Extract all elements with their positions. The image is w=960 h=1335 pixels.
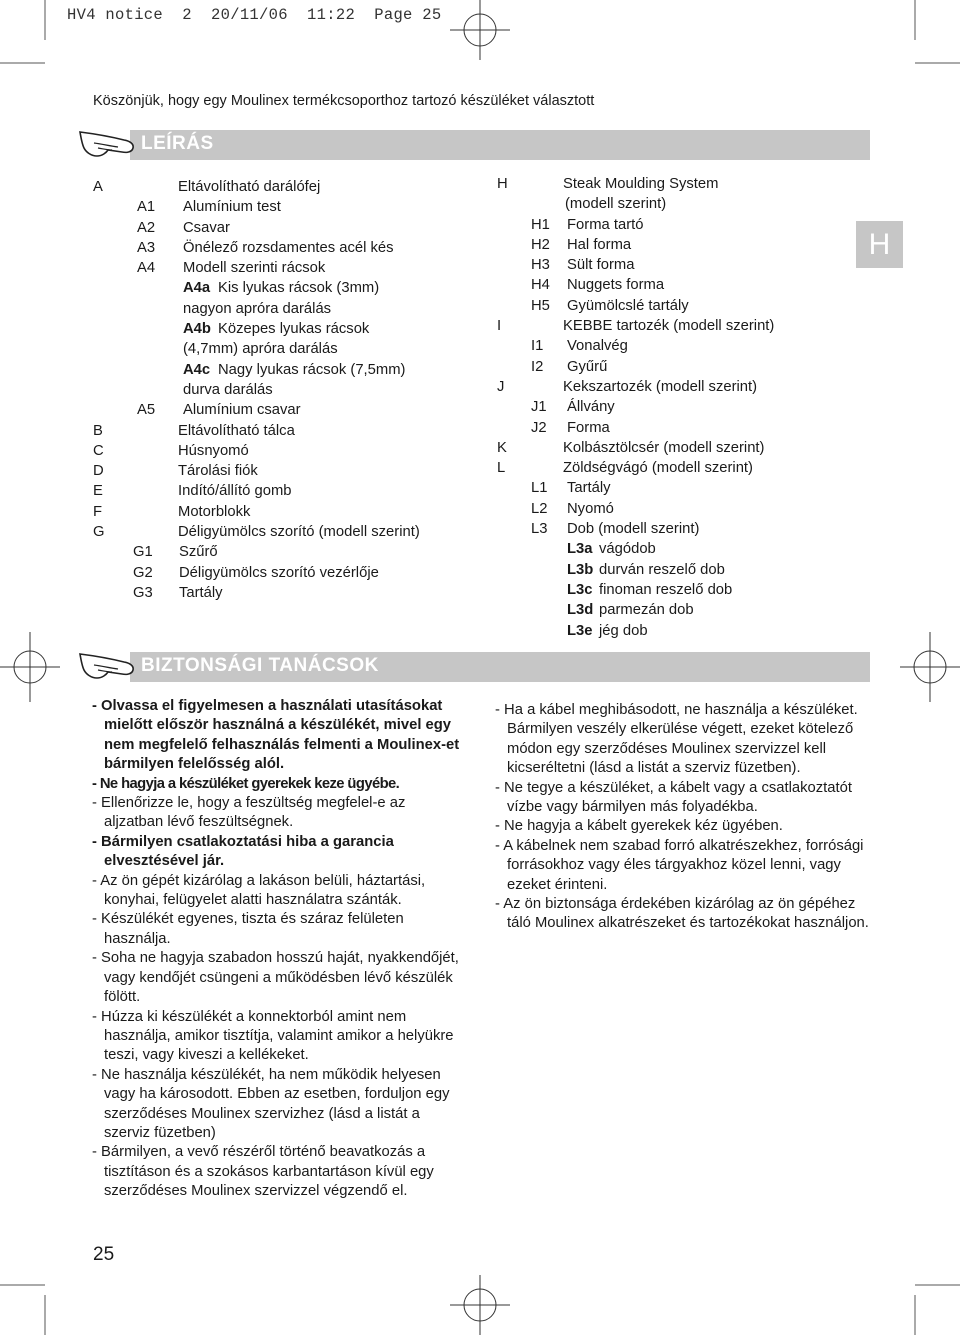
part-code: J1 <box>531 399 547 416</box>
part-row <box>93 380 473 400</box>
part-code: A4c <box>183 361 211 378</box>
part-label: finoman reszelő dob <box>599 581 733 598</box>
part-label: Motorblokk <box>178 503 251 520</box>
part-row <box>497 539 827 559</box>
part-row <box>93 360 473 380</box>
part-label: Közepes lyukas rácsok <box>218 321 370 338</box>
part-row <box>93 299 473 319</box>
part-row <box>93 339 473 359</box>
part-code: J <box>497 378 505 395</box>
part-row <box>497 458 827 478</box>
part-label: Állvány <box>567 399 615 416</box>
part-label: Gyümölcslé tartály <box>567 297 689 314</box>
part-row <box>93 461 473 481</box>
part-row <box>497 255 827 275</box>
part-label: vágódob <box>599 541 656 558</box>
part-label: parmezán dob <box>599 602 694 619</box>
part-code: L <box>497 460 506 477</box>
part-code: L2 <box>531 500 548 517</box>
part-row <box>93 319 473 339</box>
safety-item: - Ne használja készülékét, ha nem működik helyesen vagy ha károsodott. Ebben az esetben, forduljon egy szerződéses Moulinex szervizhez (lásd a listát a szerviz füzetben) <box>92 1066 450 1141</box>
registration-mark-right <box>900 632 960 702</box>
part-row <box>497 499 827 519</box>
part-label: Húsnyomó <box>178 442 249 459</box>
part-code: G3 <box>133 584 153 601</box>
part-row <box>497 357 827 377</box>
part-row <box>93 563 473 583</box>
part-label: Eltávolítható darálófej <box>178 179 321 195</box>
safety-item: - Ne hagyja a kábelt gyerekek kéz ügyében. <box>495 818 783 835</box>
part-row <box>93 197 473 217</box>
safety-item: - Ha a kábel meghibásodott, ne használja a készüléket. Bármilyen veszély elkerülése végett, ezeket kötelező módon egy szerződéses Moulinex szervizzel kell kicseréltetni (lásd a listát a szerviz füzetben). <box>495 702 858 777</box>
part-row <box>497 296 827 316</box>
part-code: H3 <box>531 257 550 274</box>
part-code: A4a <box>183 280 211 297</box>
part-label: Forma <box>567 419 610 436</box>
page-number: 25 <box>93 1244 115 1265</box>
safety-item: - Soha ne hagyja szabadon hosszú haját, nyakkendőjét, vagy kendőjét csüngeni a működésben lévő készülék fölött. <box>92 950 459 1006</box>
section-title-safety: BIZTONSÁGI TANÁCSOK <box>141 655 379 676</box>
part-row <box>497 438 827 458</box>
part-label: Tárolási fiók <box>178 463 258 480</box>
registration-mark-top <box>450 0 510 60</box>
part-row <box>93 278 473 298</box>
part-label: Modell szerinti rácsok <box>183 260 326 277</box>
part-label: Steak Moulding System <box>563 176 719 192</box>
part-row <box>93 177 473 197</box>
pointing-hand-icon <box>78 124 142 164</box>
part-row <box>93 502 473 522</box>
part-row <box>93 441 473 461</box>
part-row <box>93 238 473 258</box>
part-row <box>497 174 827 194</box>
part-code: K <box>497 439 507 456</box>
part-label: Vonalvég <box>567 338 628 355</box>
part-label: (4,7mm) apróra darálás <box>183 341 338 358</box>
registration-mark-bottom <box>450 1275 510 1335</box>
part-row <box>497 560 827 580</box>
banner-bar <box>130 130 870 160</box>
part-label: Önélező rozsdamentes acél kés <box>183 239 394 256</box>
part-label: Kolbásztölcsér (modell szerint) <box>563 439 765 456</box>
part-code: H2 <box>531 236 550 253</box>
part-label: Szűrő <box>179 544 218 561</box>
part-row <box>93 542 473 562</box>
safety-item: - Készülékét egyenes, tiszta és száraz felületen használja. <box>92 911 404 947</box>
safety-item: - Ne tegye a készüléket, a kábelt vagy a csatlakoztatót vízbe vagy bármilyen más folyadékba. <box>495 779 852 816</box>
part-label: Tartály <box>567 480 611 497</box>
safety-column-left <box>92 697 467 1202</box>
part-label: Alumínium test <box>183 199 281 216</box>
part-label: Déligyümölcs szorító vezérlője <box>179 564 379 581</box>
section-title-description: LEÍRÁS <box>141 133 214 154</box>
part-label: nagyon apróra darálás <box>183 300 332 317</box>
part-label: Kis lyukas rácsok (3mm) <box>218 280 380 297</box>
part-row <box>497 580 827 600</box>
part-row <box>497 275 827 295</box>
part-row <box>497 235 827 255</box>
part-label: jég dob <box>599 622 648 639</box>
part-code: E <box>93 483 103 500</box>
part-label: Forma tartó <box>567 216 644 233</box>
part-code: B <box>93 422 103 439</box>
safety-item: - Ne hagyja a készüléket gyerekek keze ügyébe. <box>92 775 400 792</box>
part-row <box>497 377 827 397</box>
part-label: durva darálás <box>183 381 273 398</box>
part-label: Tartály <box>179 584 223 601</box>
part-row <box>497 600 827 620</box>
part-row <box>497 316 827 336</box>
part-label: Indító/állító gomb <box>178 483 292 500</box>
part-row <box>93 583 473 603</box>
intro-text: Köszönjük, hogy egy Moulinex termékcsoporthoz tartozó készüléket választott <box>93 93 595 109</box>
pointing-hand-icon <box>78 646 142 686</box>
print-header: HV4 notice 2 20/11/06 11:22 Page 25 <box>67 6 442 24</box>
safety-item: - Bármilyen, a vevő részéről történő beavatkozás a tisztításon és a szokásos karbantartáson kívül egy szerződéses Moulinex szervizzel végzendő el. <box>92 1144 434 1200</box>
part-code: G2 <box>133 564 153 581</box>
safety-item: - Húzza ki készülékét a konnektorból amint nem használja, amikor tisztítja, valamint amikor a helyükre teszi, vagy kiveszi a kellékeket. <box>92 1008 454 1064</box>
part-code: H1 <box>531 216 550 233</box>
part-code: A4b <box>183 321 211 338</box>
part-label: Nyomó <box>567 500 614 517</box>
part-label: Csavar <box>183 219 230 236</box>
part-row <box>93 481 473 501</box>
section-banner-safety <box>90 652 870 682</box>
part-label: Dob (modell szerint) <box>567 521 700 538</box>
part-code: L3c <box>567 581 593 598</box>
part-label: Hal forma <box>567 236 632 253</box>
safety-item: - Olvassa el figyelmesen a használati utasításokat mielőtt először használná a készülékét, mivel egy nem megfelelő felhasználás felmenti a Moulinex-et bármilyen felelősség alól. <box>92 698 460 773</box>
part-code: F <box>93 503 103 520</box>
safety-item: - Az ön biztonsága érdekében kizárólag az ön gépéhez táló Moulinex alkatrészeket és tartozékokat használjon. <box>495 896 869 932</box>
part-code: L3 <box>531 521 548 538</box>
part-label: Zöldségvágó (modell szerint) <box>563 460 753 477</box>
part-row <box>497 418 827 438</box>
part-row <box>497 215 827 235</box>
safety-item: - Bármilyen csatlakoztatási hiba a garancia elvesztésével jár. <box>92 833 394 870</box>
language-tab: H <box>856 221 903 268</box>
part-code: C <box>93 442 104 459</box>
part-row <box>497 397 827 417</box>
parts-list-left <box>93 177 473 603</box>
part-code: H <box>497 176 508 192</box>
part-code: L3e <box>567 622 593 639</box>
part-code: I2 <box>531 358 544 375</box>
part-row <box>497 336 827 356</box>
part-code: G <box>93 524 105 541</box>
part-label: KEBBE tartozék (modell szerint) <box>563 318 775 335</box>
part-row <box>497 621 827 641</box>
safety-column-right <box>495 701 870 934</box>
part-label: Kekszartozék (modell szerint) <box>563 378 758 395</box>
part-row <box>93 522 473 542</box>
part-row <box>497 194 827 214</box>
part-row <box>93 218 473 238</box>
part-row <box>497 478 827 498</box>
part-code: G1 <box>133 544 153 561</box>
part-label: (modell szerint) <box>565 196 667 213</box>
part-code: I1 <box>531 338 544 355</box>
part-code: L1 <box>531 480 548 497</box>
part-label: Alumínium csavar <box>183 402 301 419</box>
part-code: A3 <box>137 239 156 256</box>
part-row <box>497 519 827 539</box>
part-label: Nagy lyukas rácsok (7,5mm) <box>218 361 406 378</box>
section-banner-description <box>90 130 870 160</box>
part-label: Gyűrű <box>567 358 608 375</box>
safety-item: - Az ön gépét kizárólag a lakáson belüli, háztartási, konyhai, felügyelet alatti használatra szánták. <box>92 872 426 909</box>
part-code: A5 <box>137 402 156 419</box>
part-code: J2 <box>531 419 547 436</box>
part-row <box>93 400 473 420</box>
parts-list-right <box>497 174 827 641</box>
part-label: Nuggets forma <box>567 277 665 294</box>
part-label: durván reszelő dob <box>599 561 725 578</box>
part-row <box>93 421 473 441</box>
part-code: L3d <box>567 602 594 619</box>
part-code: L3b <box>567 561 594 578</box>
part-code: A <box>93 179 103 195</box>
part-label: Eltávolítható tálca <box>178 422 295 439</box>
part-code: H4 <box>531 277 550 294</box>
part-code: H5 <box>531 297 550 314</box>
registration-mark-left <box>0 632 60 702</box>
safety-item: - A kábelnek nem szabad forró alkatrészekhez, forrósági forrásokhoz vagy éles tárgyakhoz közel lenni, vagy ezeket érinteni. <box>495 837 864 893</box>
part-code: I <box>497 318 502 335</box>
part-code: A4 <box>137 260 156 277</box>
part-code: D <box>93 463 104 480</box>
part-row <box>93 258 473 278</box>
part-code: A2 <box>137 219 156 236</box>
safety-item: - Ellenőrizze le, hogy a feszültség megfelel-e az aljzatban lévő feszültségnek. <box>92 795 406 831</box>
part-code: A1 <box>137 199 156 216</box>
part-label: Déligyümölcs szorító (modell szerint) <box>178 524 420 541</box>
part-label: Sült forma <box>567 257 635 274</box>
part-code: L3a <box>567 541 593 558</box>
